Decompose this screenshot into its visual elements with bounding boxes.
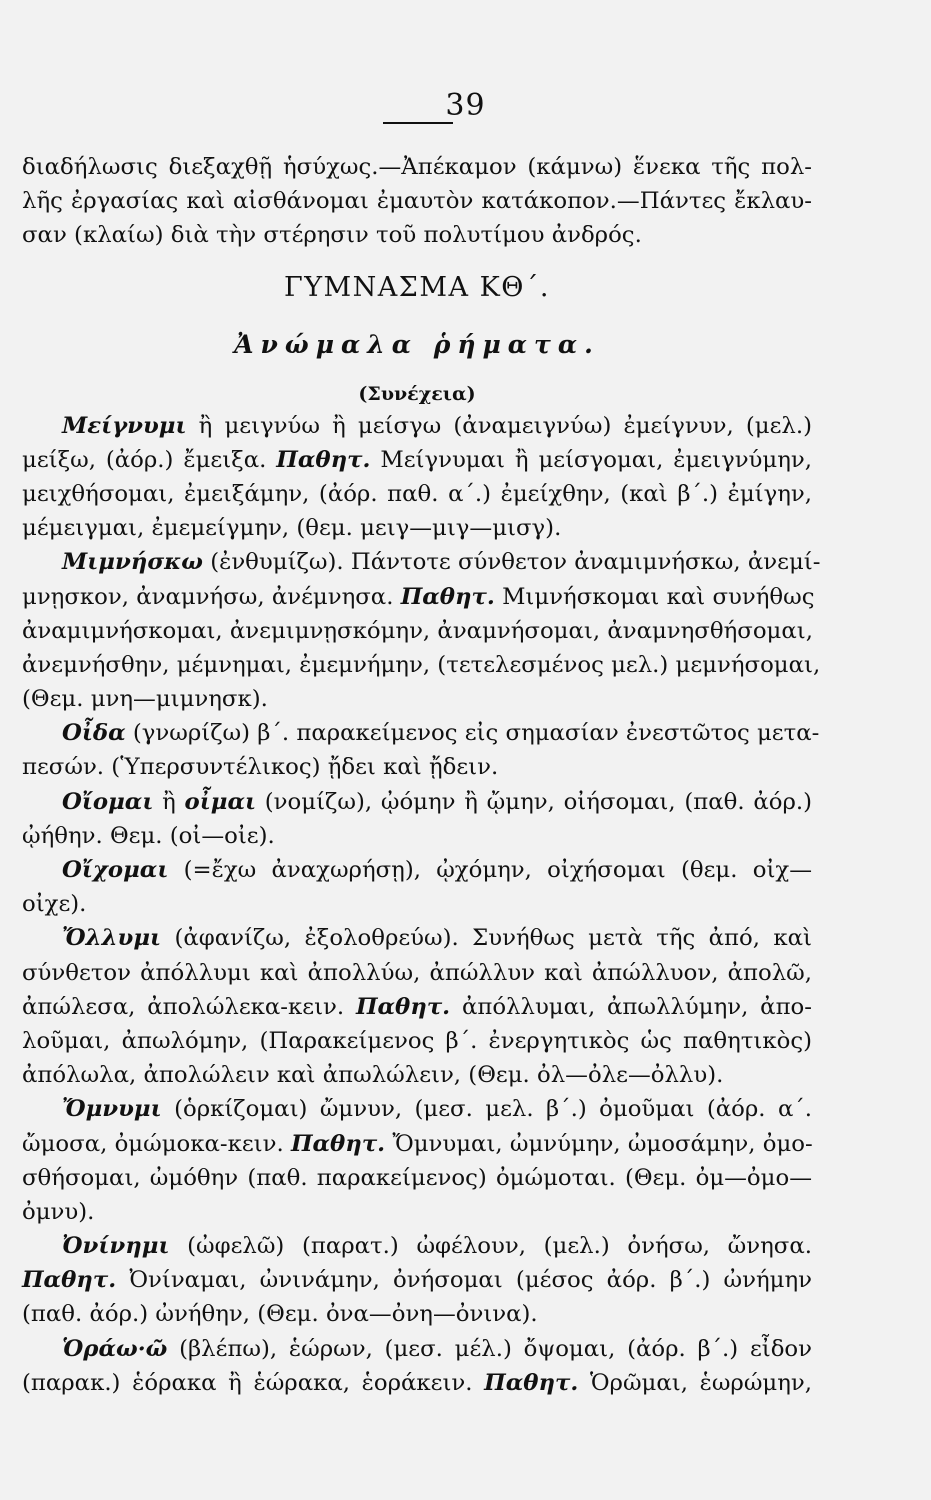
text-fragment: (παρακ.) ἑόρακα ἢ ἑώρακα, ἑοράκειν.: [22, 1369, 485, 1396]
text-line: [22, 1263, 812, 1297]
text-fragment: ὀμνυ).: [22, 1198, 95, 1225]
verb-headword: Μιμνήσκω: [62, 549, 203, 576]
text-fragment: μνῃσκον, ἀναμνήσω, ἀνέμνησα.: [22, 583, 401, 610]
text-line: [22, 648, 821, 682]
text-line: [22, 443, 812, 477]
verb-headword: Ὄλλυμι: [62, 925, 162, 952]
text-fragment: λοῦμαι, ἀπωλόμην, (Παρακείμενος β΄. ἐνεργητικὸς ὡς παθητικὸς): [22, 1027, 812, 1054]
text-fragment: Μείγνυμαι ἢ μείσγομαι, ἐμειγνύμην,: [370, 446, 812, 473]
passive-label: Παθητ.: [355, 993, 451, 1020]
text-line: [22, 1024, 812, 1058]
page-text: [22, 150, 821, 1400]
text-line: [22, 1229, 812, 1263]
text-line: [22, 511, 812, 545]
verb-headword: οἶμαι: [184, 788, 257, 815]
text-line: [22, 990, 812, 1024]
text-fragment: (γνωρίζω) β΄. παρακείμενος εἰς σημασίαν ἐνεστῶτος μετα-: [125, 720, 820, 747]
intro-line: διαδήλωσις διεξαχθῇ ἡσύχως.—Ἀπέκαμον (κάμνω) ἕνεκα τῆς πολ-: [22, 154, 812, 180]
page-number: 39: [445, 88, 486, 123]
text-line: [22, 1332, 812, 1366]
text-line: [22, 853, 812, 887]
verb-headword: Ὄμνυμι: [62, 1096, 162, 1123]
text-fragment: (ἀφανίζω, ἐξολοθρεύω). Συνήθως μετὰ τῆς ἀπό, καὶ: [161, 925, 812, 952]
text-line: [22, 545, 821, 579]
text-line: [22, 682, 812, 716]
text-line: [22, 580, 815, 614]
text-line: [22, 1161, 812, 1195]
passive-label: Παθητ.: [290, 1130, 386, 1157]
text-fragment: μειχθήσομαι, ἐμειξάμην, (ἀόρ. παθ. α΄.) ἐμείχθην, (καὶ β΄.) ἐμίγην,: [22, 480, 812, 507]
text-fragment: οἰχε).: [22, 891, 87, 918]
passive-label: Παθητ.: [484, 1369, 579, 1396]
text-fragment: πεσών. (Ὑπερσυντέλικος) ᾔδει καὶ ᾔδειν.: [22, 754, 499, 781]
text-fragment: Μιμνήσκομαι καὶ συνήθως: [494, 583, 815, 610]
text-fragment: ἀπόλωλα, ἀπολώλειν καὶ ἀπωλώλειν, (Θεμ. ὀλ—ὀλε—ὀλλυ).: [22, 1062, 724, 1089]
text-fragment: Ὄμνυμαι, ὠμνύμην, ὠμοσάμην, ὀμο-: [385, 1130, 813, 1157]
page-number-underline: [383, 122, 453, 124]
text-fragment: σύνθετον ἀπόλλυμι καὶ ἀπολλύω, ἀπώλλυν καὶ ἀπώλλυον, ἀπολῶ,: [22, 959, 812, 986]
text-fragment: ἀναμιμνήσκομαι, ἀνεμιμνῃσκόμην, ἀναμνήσομαι, ἀναμνησθήσομαι,: [22, 617, 813, 644]
exercise-heading: ΓΥΜΝΑΣΜΑ ΚΘ΄.: [283, 271, 551, 303]
intro-line: σαν (κλαίω) διὰ τὴν στέρησιν τοῦ πολυτίμου ἀνδρός.: [22, 222, 642, 249]
text-fragment: σθήσομαι, ὠμόθην (παθ. παρακείμενος) ὀμώμοται. (Θεμ. ὀμ—ὀμο—: [22, 1164, 812, 1191]
text-line: [22, 614, 812, 648]
text-line: [22, 1297, 812, 1331]
text-line: [22, 921, 812, 955]
text-fragment: (ὠφελῶ) (παρατ.) ὠφέλουν, (μελ.) ὀνήσω, ὤνησα.: [169, 1233, 812, 1260]
text-line: [22, 956, 812, 990]
verb-headword: Ὀνίνημι: [62, 1233, 170, 1260]
passive-label: Παθητ.: [22, 1267, 117, 1294]
text-line: [22, 1092, 812, 1126]
text-fragment: μέμειγμαι, ἐμεμείγμην, (θεμ. μειγ—μιγ—μισγ).: [22, 515, 562, 542]
text-fragment: (ὁρκίζομαι) ὤμνυν, (μεσ. μελ. β΄.) ὀμοῦμαι (ἀόρ. α΄.: [161, 1096, 812, 1123]
text-fragment: ἀπώλεσα, ἀπολώλεκα-κειν.: [22, 993, 356, 1020]
text-fragment: Ὁρῶμαι, ἑωρώμην,: [578, 1369, 812, 1396]
text-line: [22, 1127, 812, 1161]
text-fragment: ἀπόλλυμαι, ἀπωλλύμην, ἀπο-: [450, 993, 812, 1020]
text-line: [22, 716, 820, 750]
text-fragment: ἢ: [153, 788, 185, 815]
text-fragment: (παθ. ἀόρ.) ὠνήθην, (Θεμ. ὀνα—ὀνη—ὀνινα).: [22, 1301, 538, 1328]
text-fragment: (ἐνθυμίζω). Πάντοτε σύνθετον ἀναμιμνήσκω, ἀνεμί-: [202, 549, 821, 576]
text-line: [22, 750, 812, 784]
section-subheading: Ἀνώμαλα ῥήματα.: [234, 329, 600, 359]
text-fragment: (νομίζω), ᾠόμην ἢ ᾤμην, οἰήσομαι, (παθ. ἀόρ.): [256, 788, 812, 815]
passive-label: Παθητ.: [276, 446, 371, 473]
text-fragment: ᾠήθην. Θεμ. (οἰ—οἰε).: [22, 822, 275, 849]
verb-headword: Μείγνυμι: [62, 412, 187, 439]
verb-headword: Οἴομαι: [62, 788, 154, 815]
text-line: [22, 819, 812, 853]
passive-label: Παθητ.: [400, 583, 495, 610]
verb-headword: Οἴχομαι: [62, 857, 169, 883]
text-line: [22, 1058, 812, 1092]
verb-headword: Ὁράω·ῶ: [62, 1335, 168, 1362]
text-fragment: (Θεμ. μνη—μιμνησκ).: [22, 686, 268, 713]
continued-note: (Συνέχεια): [358, 382, 476, 405]
text-fragment: μείξω, (ἀόρ.) ἔμειξα.: [22, 446, 277, 473]
verb-headword: Οἶδα: [62, 720, 126, 747]
verb-entries: [22, 409, 821, 1400]
text-fragment: (=ἔχω ἀναχωρήσῃ), ᾠχόμην, οἰχήσομαι (θεμ. οἰχ—: [168, 857, 812, 883]
text-fragment: Ὀνίναμαι, ὠνινάμην, ὀνήσομαι (μέσος ἀόρ. β΄.) ὠνήμην: [116, 1267, 812, 1294]
text-fragment: (βλέπω), ἑώρων, (μεσ. μέλ.) ὄψομαι, (ἀόρ. β΄.) εἶδον: [167, 1335, 812, 1362]
text-line: [22, 409, 812, 443]
text-line: [22, 1366, 812, 1400]
text-line: [22, 785, 812, 819]
intro-line: λῆς ἐργασίας καὶ αἰσθάνομαι ἐμαυτὸν κατάκοπον.—Πάντες ἔκλαυ-: [22, 188, 812, 215]
text-line: [22, 1195, 812, 1229]
text-fragment: ὤμοσα, ὀμώμοκα-κειν.: [22, 1130, 291, 1157]
text-fragment: ἀνεμνήσθην, μέμνημαι, ἐμεμνήμην, (τετελεσμένος μελ.) μεμνήσομαι,: [22, 651, 821, 678]
text-line: [22, 887, 812, 921]
text-line: [22, 477, 812, 511]
text-fragment: ἢ μειγνύω ἢ μείσγω (ἀναμειγνύω) ἐμείγνυν, (μελ.): [186, 412, 812, 439]
